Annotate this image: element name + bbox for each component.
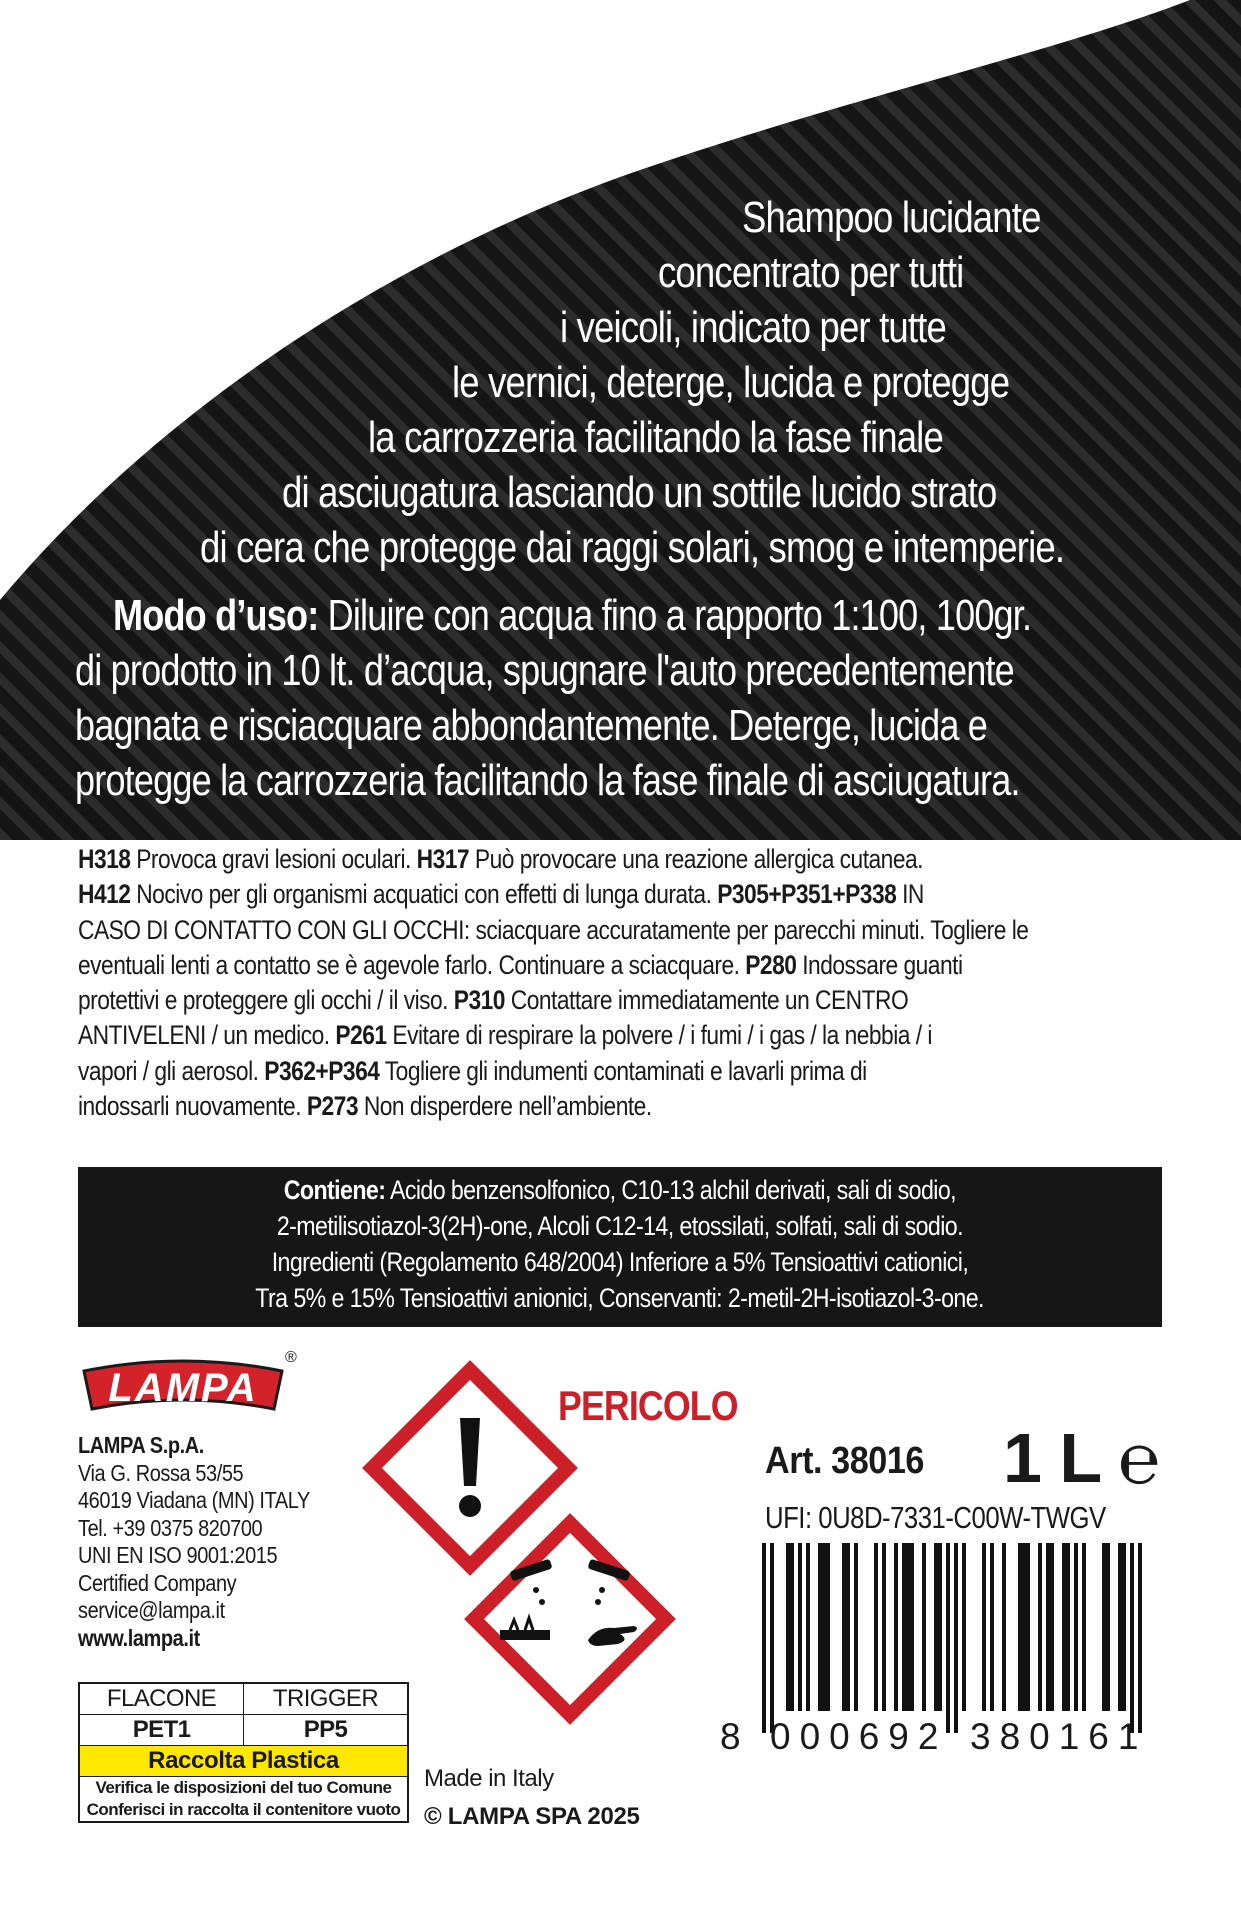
barcode [720,1543,1180,1733]
barcode-bar [1050,1543,1054,1711]
barcode-bar [1066,1543,1070,1711]
barcode-bar [1130,1543,1134,1733]
registered-mark: ® [285,1349,297,1366]
recycling-value-bottle: PET1 [132,1716,191,1743]
company-line: UNI EN ISO 9001:2015 [78,1542,278,1568]
barcode-bar [894,1543,898,1711]
corrosion-icon [474,1523,666,1715]
hazard-text-run: Togliere gli indumenti contaminati e lavarli prima di [379,1055,867,1086]
barcode-bar [854,1543,858,1711]
hazard-text-run: Nocivo per gli organismi acquatici con effetti di lunga durata. [130,879,718,910]
article-number: Art. 38016 [765,1440,925,1482]
barcode-group-left: 000692 [770,1716,948,1757]
hazard-code: H317 [416,844,470,874]
barcode-bar [954,1543,958,1733]
company-line: Via G. Rossa 53/55 [78,1459,244,1486]
recycling-collection: Raccolta Plastica [80,1746,407,1777]
barcode-bar [1074,1543,1078,1711]
usage-label: Modo d’uso: [113,591,319,640]
barcode-bar [826,1543,830,1711]
contains-line: Ingredienti (Regolamento 648/2004) Inferiore a 5% Tensioattivi cationici, [271,1247,969,1277]
barcode-bar [1122,1543,1126,1711]
recycling-header-trigger: TRIGGER [243,1684,407,1714]
description-line: di asciugatura lasciando un sottile lucido strato [282,468,997,517]
description-line: concentrato per tutti [658,248,964,297]
barcode-bar [846,1543,850,1711]
hazard-line [78,1089,1173,1124]
hazard-text-run: ANTIVELENI / un medico. [78,1020,336,1051]
hazard-text-run: eventuali lenti a contatto se è agevole farlo. Continuare a sciacquare. [78,949,746,980]
company-line: Certified Company [78,1569,237,1596]
recycling-value-trigger: PP5 [243,1715,407,1745]
barcode-bar [1018,1543,1022,1711]
barcode-bar [874,1543,878,1711]
barcode-bar [762,1543,766,1733]
barcode-bar [1046,1543,1050,1711]
hazard-code: P362+P364 [264,1055,380,1086]
brand-logo [78,1349,297,1419]
exclamation-icon [372,1370,568,1566]
hazard-statements [78,842,1173,1124]
contains-line: 2-metilisotiazol-3(2H)-one, Alcoli C12-14, etossilati, solfati, sali di sodio. [276,1211,964,1241]
company-line: 46019 Viadana (MN) ITALY [78,1487,310,1513]
hazard-line [78,948,1173,983]
recycling-note: Conferisci in raccolta il contenitore vuoto [86,1800,401,1819]
company-name: LAMPA S.p.A. [78,1432,204,1458]
logo-text: LAMPA [108,1366,258,1410]
barcode-first-digit: 8 [720,1716,743,1757]
barcode-bar [1002,1543,1006,1711]
barcode-bar [798,1543,802,1711]
hazard-line [78,877,1173,912]
hazard-text-run: IN [896,879,924,910]
hazard-line [78,983,1173,1018]
hazard-line [78,913,1173,948]
hazard-code: P280 [745,949,797,980]
barcode-bar [842,1543,846,1711]
made-in: Made in Italy [424,1765,554,1792]
description-line: i veicoli, indicato per tutte [560,303,946,352]
hazard-text-run: Non disperdere nell’ambiente. [358,1091,652,1122]
hazard-line [78,842,1173,877]
hazard-text-run: CASO DI CONTATTO CON GLI OCCHI: sciacquare accuratamente per parecchi minuti. Togliere le [78,914,1029,945]
product-description [0,0,1241,580]
barcode-bar [1102,1543,1106,1711]
barcode-bar [806,1543,810,1711]
barcode-bar [922,1543,926,1711]
hazard-code: P261 [335,1020,387,1051]
description-line: le vernici, deterge, lucida e protegge [452,358,1010,407]
usage-line: bagnata e risciacquare abbondantemente. Deterge, lucida e [75,701,988,750]
hazard-text-run: indossarli nuovamente. [78,1091,307,1122]
signal-word: PERICOLO [558,1382,738,1429]
company-website: www.lampa.it [78,1624,200,1651]
hazard-code: P310 [453,985,505,1016]
usage-line: protegge la carrozzeria facilitando la fase finale di asciugatura. [75,756,1020,805]
estimated-sign: ℮ [1118,1418,1161,1500]
hazard-code: P273 [306,1091,359,1122]
barcode-bar [962,1543,966,1711]
hazard-text-run: protettivi e proteggere gli occhi / il viso. [78,985,454,1016]
company-info [78,1432,368,1652]
barcode-bar [770,1543,774,1733]
barcode-bar [1038,1543,1042,1711]
hazard-code: P305+P351+P338 [717,879,897,910]
barcode-bar [982,1543,986,1711]
barcode-bar [1062,1543,1066,1711]
contains-box [78,1167,1162,1327]
barcode-bar [1082,1543,1086,1711]
hazard-code: H318 [78,844,131,874]
usage-line: Diluire con acqua fino a rapporto 1:100, 100gr. [318,591,1032,640]
description-line: la carrozzeria facilitando la fase finale [368,413,943,462]
barcode-bar [1138,1543,1142,1733]
barcode-bar [946,1543,950,1733]
hazard-text-run: Evitare di respirare la polvere / i fumi / i gas / la nebbia / i [386,1020,932,1051]
barcode-bar [938,1543,942,1711]
hazard-line [78,1054,1173,1089]
hazard-text-run: Può provocare una reazione allergica cutanea. [469,844,923,874]
barcode-bar [1118,1543,1122,1711]
barcode-bar [990,1543,994,1711]
hazard-text-run: Indossare guanti [796,949,963,980]
barcode-bar [818,1543,822,1711]
contains-line: Acido benzensolfonico, C10-13 alchil derivati, sali di sodio, [385,1175,957,1205]
ufi-code: UFI: 0U8D-7331-C00W-TWGV [765,1500,1106,1535]
barcode-bar [786,1543,790,1711]
barcode-bar [1106,1543,1110,1711]
contains-line: Tra 5% e 15% Tensioattivi anionici, Conservanti: 2-metil-2H-isotiazol-3-one. [255,1283,985,1313]
barcode-bar [902,1543,906,1711]
barcode-bar [822,1543,826,1711]
barcode-bar [906,1543,910,1711]
recycling-header-bottle: FLACONE [106,1685,217,1712]
hazard-text-run: vapori / gli aerosol. [78,1055,265,1086]
company-line: Tel. +39 0375 820700 [78,1514,263,1541]
volume: 1 L [1003,1419,1102,1497]
hazard-code: H412 [78,879,131,910]
hazard-line [78,1018,1173,1053]
usage-instructions [75,588,1175,808]
barcode-bar [910,1543,914,1711]
barcode-bar [1022,1543,1026,1711]
barcode-bar [882,1543,886,1711]
barcode-group-right: 380161 [970,1716,1148,1757]
company-email: service@lampa.it [78,1597,225,1623]
barcode-bar [934,1543,938,1711]
hazard-text-run: Contattare immediatamente un CENTRO [504,985,909,1016]
hazard-text-run: Provoca gravi lesioni oculari. [130,844,417,874]
copyright: © LAMPA SPA 2025 [424,1803,640,1830]
contains-label: Contiene: [283,1175,386,1205]
description-line: Shampoo lucidante [742,193,1041,242]
usage-line: di prodotto in 10 lt. d’acqua, spugnare l'auto precedentemente [75,646,1014,695]
description-line: di cera che protegge dai raggi solari, smog e intemperie. [200,523,1065,572]
barcode-bar [790,1543,794,1711]
barcode-bar [1026,1543,1030,1711]
recycling-note: Verifica le disposizioni del tuo Comune [95,1778,392,1797]
